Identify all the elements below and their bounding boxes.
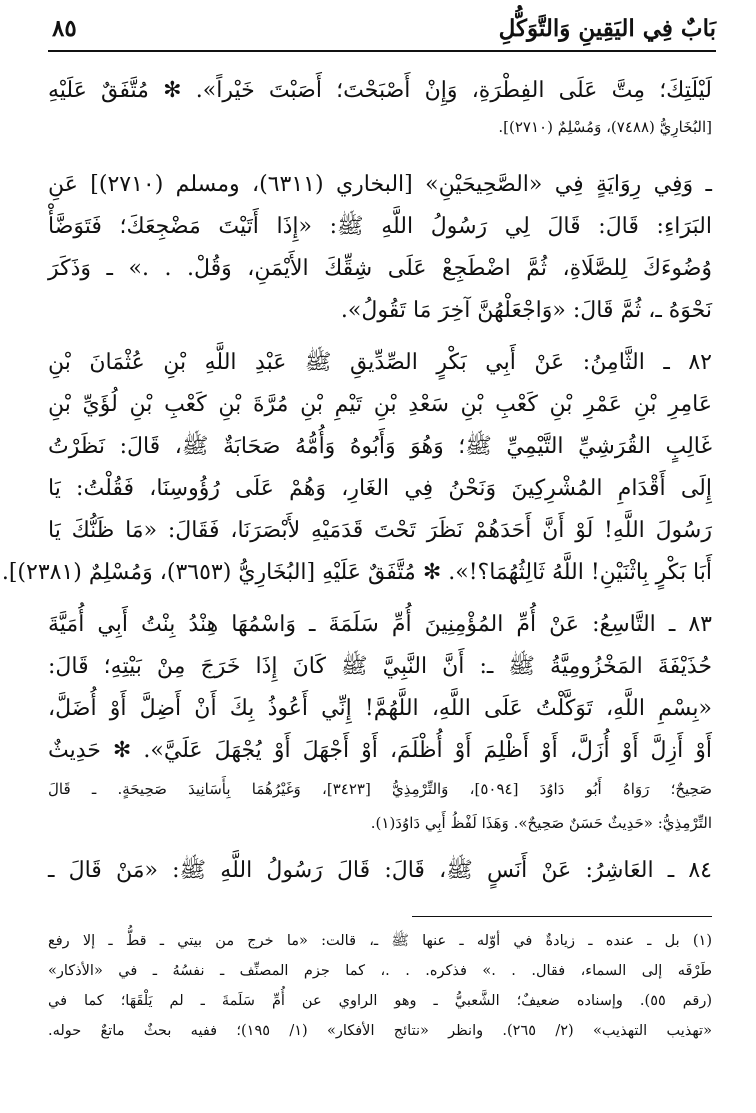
text-line: رَسُولَ اللَّهِ! لَوْ أَنَّ أَحَدَهُمْ نَظَرَ تَحْتَ قَدَمَيْهِ لأَبْصَرَنَا، فَقَالَ: «مَا ظَنُّكَ يَا (48, 518, 712, 543)
text-line: «بِسْمِ اللَّهِ، تَوَكَّلْتُ عَلَى اللَّهِ، اللَّهُمَّ! إِنِّي أَعُوذُ بِكَ أَنْ أَضِلَّ أَوْ أُضَلَّ، (48, 696, 712, 721)
text-line: لَيْلَتِكَ؛ مِتَّ عَلَى الفِطْرَةِ، وَإِنْ أَصْبَحْتَ؛ أَصَبْتَ خَيْراً». ✻ مُتَّفَقٌ عَلَيْهِ (48, 78, 712, 103)
hadith-83-line: ٨٣ ـ التَّاسِعُ: عَنْ أُمِّ المُؤْمِنِينَ أُمِّ سَلَمَةَ ـ وَاسْمُهَا هِنْدُ بِنْتُ أَبِي أُمَيَّةَ (48, 612, 712, 637)
text-line: التِّرْمِذِيُّ: «حَدِيثٌ حَسَنٌ صَحِيحٌ». وَهَذَا لَفْظُ أَبِي دَاوُدَ(١). (370, 814, 712, 832)
text-line: وُضُوءَكَ لِلصَّلَاةِ، ثُمَّ اضْطَجِعْ عَلَى شِقِّكَ الأَيْمَنِ، وَقُلْ. . .» ـ وَذَكَرَ (48, 256, 712, 281)
footnote-line: (رقم ٥٥). وإسناده ضعيفٌ؛ الشَّعبيُّ ـ وهو الراوي عن أُمِّ سَلَمةَ ـ لم يَلْقَهَا؛ كما في (48, 993, 712, 1009)
footnote-line: (١) بل ـ عنده ـ زيادةٌ في أوّله ـ عنها ﷺ ـ، قالت: «ما خرج من بيتي ـ قطُّ ـ إلا رفع (48, 933, 712, 949)
text-line: نَحْوَهُ ـ، ثُمَّ قَالَ: «وَاجْعَلْهُنَّ آخِرَ مَا تَقُولُ». (340, 298, 712, 323)
chapter-title: بَابٌ فِي اليَقِينِ وَالتَّوَكُّلِ (498, 14, 716, 42)
text-line: ـ وَفِي رِوَايَةٍ فِي «الصَّحِيحَيْنِ» [البخاري (٦٣١١)، ومسلم (٢٧١٠)] عَنِ (48, 172, 712, 197)
footnotes (48, 926, 712, 1046)
header-rule (48, 50, 716, 52)
footnote-rule (412, 916, 712, 917)
text-line: عَامِرِ بْنِ عَمْرِ بْنِ كَعْبِ بْنِ سَعْدِ بْنِ تَيْمِ بْنِ مُرَّةَ بْنِ كَعْبِ بْنِ لُؤَيِّ بْنِ (48, 392, 712, 417)
text-line: صَحِيحٌ؛ رَوَاهُ أَبُو دَاوُدَ [٥٠٩٤]، وَالتِّرْمِذِيُّ [٣٤٢٣]، وَغَيْرُهُمَا بِأَسَانِيدَ صَحِيحَةٍ. ـ قَالَ (48, 780, 713, 798)
footnote-line: «تهذيب التهذيب» (٢/ ٢٦٥). وانظر «نتائج الأفكار» (١/ ١٩٥)؛ ففيه بحثٌ ماتعٌ حوله. (48, 1023, 712, 1039)
hadith-84-line: ٨٤ ـ العَاشِرُ: عَنْ أَنَسٍ ﷺ، قَالَ: قَالَ رَسُولُ اللَّهِ ﷺ: «مَنْ قَالَ ـ (48, 858, 712, 883)
page-header (52, 10, 716, 46)
paragraph-gap (48, 594, 712, 604)
footnote-line: طَرْفَه إلى السماء، فقال. . .» فذكره. . .، كما جزم المصنِّف ـ نفسُهُ ـ في «الأذكار» (48, 963, 712, 979)
text-line: البَرَاءِ: قَالَ: قَالَ لِي رَسُولُ اللَّهِ ﷺ: «إِذَا أَتَيْتَ مَضْجِعَكَ؛ فَتَوَضَّأْ (48, 214, 712, 239)
hadith-82-line: ٨٢ ـ الثَّامِنُ: عَنْ أَبِي بَكْرٍ الصِّدِّيقِ ﷺ عَبْدِ اللَّهِ بْنِ عُثْمَانَ بْنِ (48, 350, 712, 375)
paragraph-gap (48, 332, 712, 342)
reference-line: [البُخَارِيُّ (٧٤٨٨)، وَمُسْلِمٌ (٢٧١٠)]. (498, 118, 712, 136)
paragraph-gap (48, 142, 712, 164)
main-text (1, 70, 713, 892)
text-line: أَوْ أَزِلَّ أَوْ أُزَلَّ، أَوْ أَظْلِمَ أَوْ أُظْلَمَ، أَوْ أَجْهَلَ أَوْ يُجْهَلَ عَلَيَّ». ✻ حَدِيثٌ (48, 738, 712, 763)
paragraph-gap (48, 840, 712, 850)
page-number: ٨٥ (52, 14, 77, 42)
text-line: غَالِبٍ القُرَشِيِّ التَّيْمِيِّ ﷺ؛ وَهُوَ وَأَبُوهُ وَأُمُّهُ صَحَابَةٌ ﷺ، قَالَ: نَظَرْتُ (48, 434, 712, 459)
text-line: إِلَى أَقْدَامِ المُشْرِكِينَ وَنَحْنُ فِي الغَارِ، وَهُمْ عَلَى رُؤُوسِنَا، فَقُلْتُ: يَا (48, 476, 712, 501)
text-line: أَبَا بَكْرٍ بِاثْنَيْنِ! اللَّهُ ثَالِثُهُمَا؟!». ✻ مُتَّفَقٌ عَلَيْهِ [البُخَارِيُّ (٣٦٥٣)، وَمُسْلِمٌ (٢٣٨١)]. (1, 560, 712, 585)
text-line: حُذَيْفَةَ المَخْزُومِيَّةُ ﷺ ـ: أَنَّ النَّبِيَّ ﷺ كَانَ إِذَا خَرَجَ مِنْ بَيْتِهِ؛ قَالَ: (48, 654, 712, 679)
